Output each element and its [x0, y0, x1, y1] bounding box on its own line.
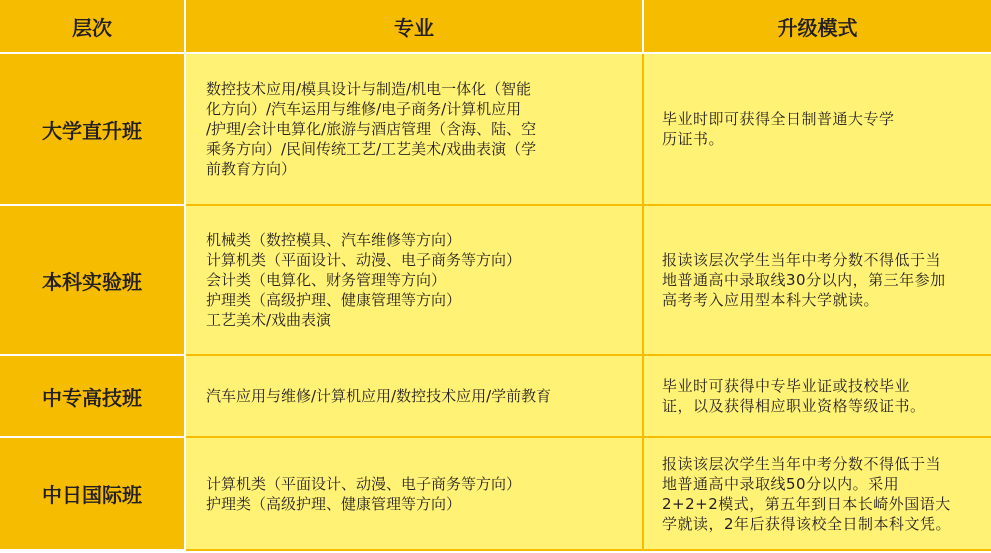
- header-major: 专业: [186, 0, 644, 54]
- major-line: 汽车应用与维修/计算机应用/数控技术应用/学前教育: [206, 387, 552, 405]
- mode-line: 证，以及获得相应职业资格等级证书。: [662, 397, 926, 415]
- major-line: 会计类（电算化、财务管理等方向）: [206, 271, 447, 289]
- major-line: 数控技术应用/模具设计与制造/机电一体化（智能: [206, 80, 532, 98]
- major-line: 前教育方向）: [206, 160, 297, 178]
- header-mode: 升级模式: [644, 0, 991, 54]
- mode-line: 报读该层次学生当年中考分数不得低于当: [662, 251, 942, 269]
- major-cell: [186, 356, 644, 438]
- mode-line: 历证书。: [662, 130, 725, 148]
- header-level: 层次: [0, 0, 186, 54]
- mode-line: 学就读，2年后获得该校全日制本科文凭。: [662, 514, 952, 533]
- major-cell: [186, 206, 644, 356]
- major-cell: [186, 54, 644, 206]
- mode-line: 高考考入应用型本科大学就读。: [662, 291, 880, 309]
- mode-line: 毕业时即可获得全日制普通大专学: [662, 110, 895, 128]
- mode-line: 地普通高中录取线30分以内，第三年参加: [662, 271, 946, 289]
- major-line: 乘务方向）/民间传统工艺/工艺美术/戏曲表演（学: [206, 140, 537, 158]
- mode-cell: [644, 54, 991, 206]
- mode-line: 毕业时可获得中专毕业证或技校毕业: [662, 377, 911, 395]
- major-line: /护理/会计电算化/旅游与酒店管理（含海、陆、空: [206, 120, 537, 138]
- level-cell: 大学直升班: [0, 54, 186, 206]
- major-line: 计算机类（平面设计、动漫、电子商务等方向）: [206, 251, 522, 269]
- major-cell: [186, 438, 644, 551]
- major-line: 化方向）/汽车运用与维修/电子商务/计算机应用: [206, 100, 522, 118]
- level-cell: 中专高技班: [0, 356, 186, 438]
- level-cell: 本科实验班: [0, 206, 186, 356]
- major-line: 工艺美术/戏曲表演: [206, 311, 332, 329]
- mode-line: 2+2+2模式，第五年到日本长崎外国语大: [662, 494, 951, 513]
- mode-cell: [644, 206, 991, 356]
- mode-line: 地普通高中录取线50分以内。采用: [662, 474, 900, 493]
- level-cell: 中日国际班: [0, 438, 186, 551]
- major-line: 机械类（数控模具、汽车维修等方向）: [206, 231, 462, 249]
- mode-cell: [644, 356, 991, 438]
- mode-line: 报读该层次学生当年中考分数不得低于当: [662, 454, 942, 473]
- major-line: 护理类（高级护理、健康管理等方向）: [206, 291, 462, 309]
- major-line: 计算机类（平面设计、动漫、电子商务等方向）: [206, 474, 522, 493]
- major-line: 护理类（高级护理、健康管理等方向）: [206, 494, 462, 513]
- mode-cell: [644, 438, 991, 551]
